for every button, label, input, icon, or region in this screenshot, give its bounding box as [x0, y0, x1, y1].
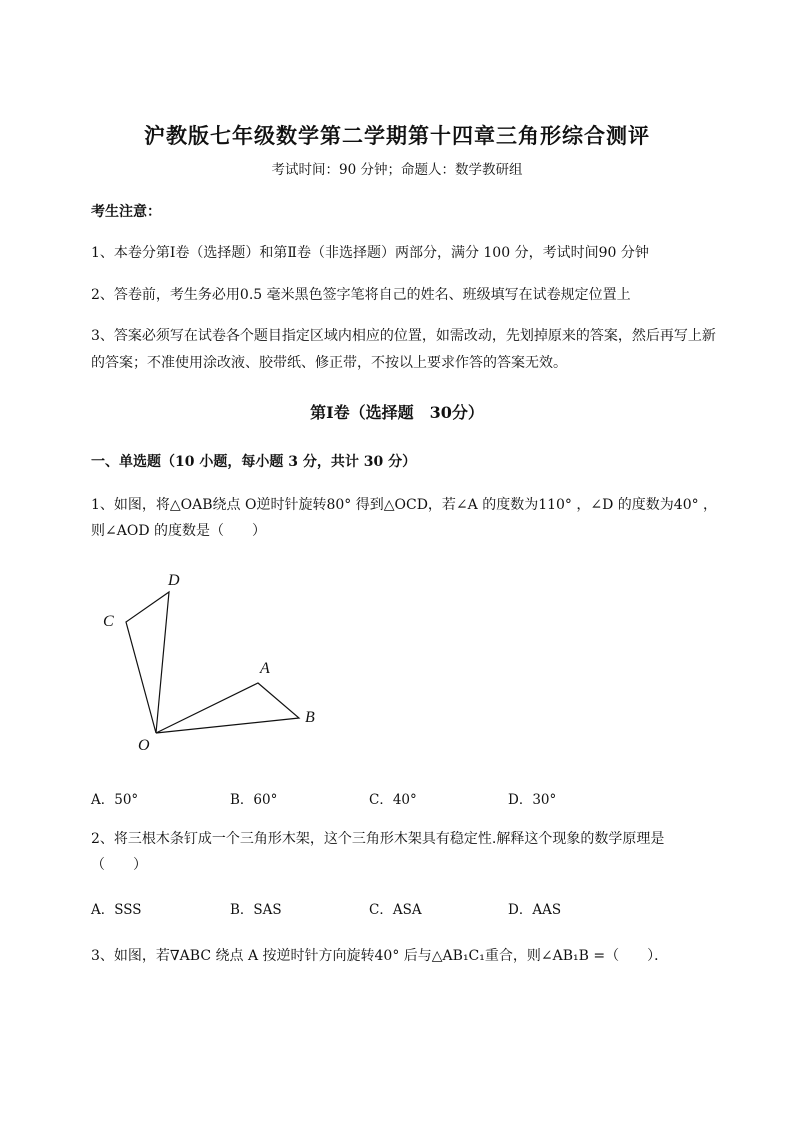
section-heading: 一、单选题（10 小题，每小题 3 分，共计 30 分）	[91, 454, 417, 470]
q1-option-b[interactable]: B．60°	[230, 792, 278, 808]
q2-option-c[interactable]: C．ASA	[369, 902, 422, 918]
q3-stem-line-1: 3、如图，若∇ABC 绕点 A 按逆时针方向旋转40° 后与△AB₁C₁重合，则∠AB₁B =（ ）．	[91, 948, 669, 964]
label-o: O	[138, 737, 150, 754]
exam-info: 考试时间：90 分钟；命题人：数学教研组	[271, 162, 523, 178]
notice-item-3-line-1: 3、答案必须写在试卷各个题目指定区域内相应的位置，如需改动，先划掉原来的答案，然后再写上新	[91, 328, 716, 344]
q1-option-d[interactable]: D．30°	[508, 792, 557, 808]
q2-option-d[interactable]: D．AAS	[508, 902, 562, 918]
label-d: D	[168, 572, 180, 589]
notice-item-3-line-2: 的答案；不准使用涂改液、胶带纸、修正带，不按以上要求作答的答案无效。	[91, 355, 567, 371]
label-a: A	[260, 660, 270, 677]
q1-option-a[interactable]: A．50°	[91, 792, 139, 808]
q1-stem-line-1: 1、如图，将△OAB绕点 O逆时针旋转80° 得到△OCD，若∠A 的度数为110° ，∠D 的度数为40° ，	[91, 497, 718, 513]
q2-stem-line-1: 2、将三根木条钉成一个三角形木架，这个三角形木架具有稳定性.解释这个现象的数学原理是	[91, 831, 665, 847]
q1-stem-line-2: 则∠AOD 的度数是（ ）	[91, 523, 266, 539]
notice-item-1: 1、本卷分第Ⅰ卷（选择题）和第Ⅱ卷（非选择题）两部分，满分 100 分，考试时间90 分钟	[91, 245, 649, 261]
triangle-oab	[156, 683, 299, 733]
label-b: B	[305, 709, 315, 726]
triangle-ocd	[126, 592, 169, 733]
q2-option-a[interactable]: A．SSS	[91, 902, 142, 918]
part-1-title: 第Ⅰ卷（选择题 30分）	[310, 403, 484, 422]
q2-stem-line-2: （ ）	[91, 857, 147, 873]
q2-option-b[interactable]: B．SAS	[230, 902, 282, 918]
notice-item-2: 2、答卷前，考生务必用0.5 毫米黑色签字笔将自己的姓名、班级填写在试卷规定位置上	[91, 287, 631, 303]
page-title: 沪教版七年级数学第二学期第十四章三角形综合测评	[144, 123, 650, 148]
label-c: C	[103, 613, 114, 630]
q1-figure	[90, 560, 330, 760]
q1-option-c[interactable]: C．40°	[369, 792, 417, 808]
notice-heading: 考生注意：	[91, 204, 161, 220]
